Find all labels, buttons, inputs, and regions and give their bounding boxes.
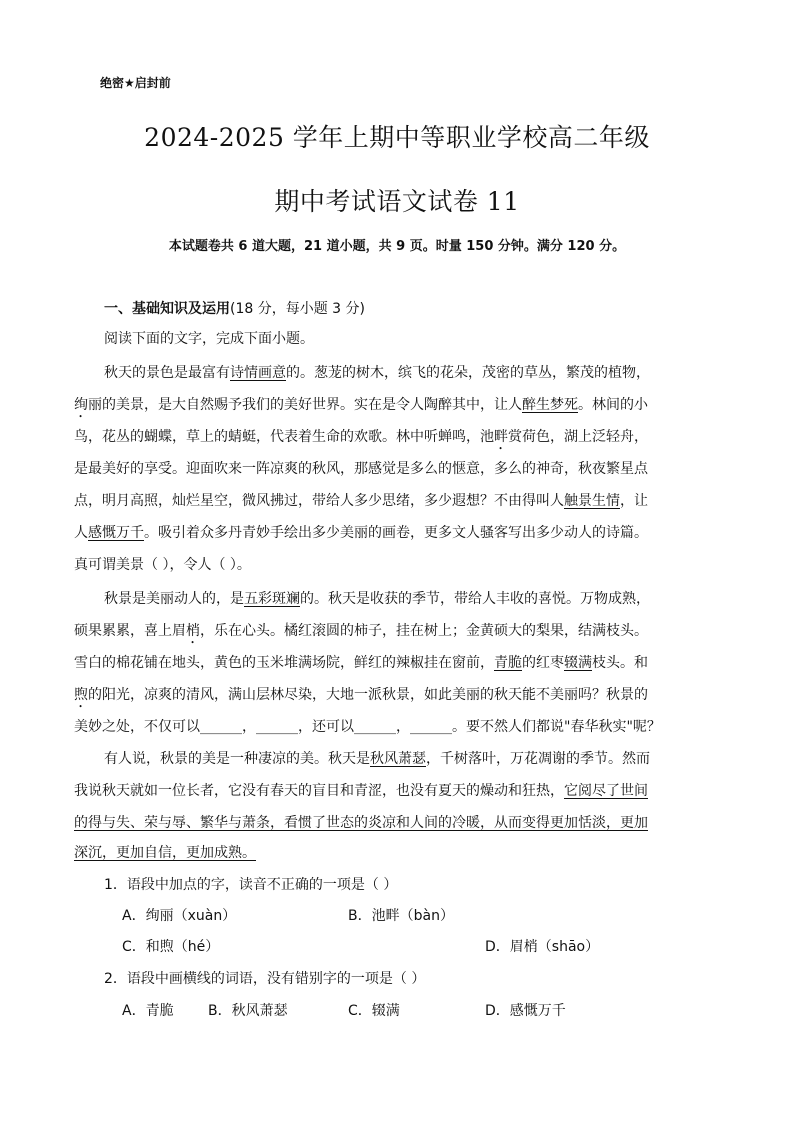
passage-p1-line-4: 是最美好的享受。迎面吹来一阵凉爽的秋风，那感觉是多么的惬意，多么的神奇，秋夜繁星点: [74, 461, 648, 477]
passage-p1-line-6: 人感慨万千。吸引着众多丹青妙手绘出多少美丽的画卷，更多文人骚客写出多少动人的诗篇。: [74, 525, 648, 541]
confidential-label: 绝密★启封前: [100, 76, 171, 90]
passage-p3-line-4: 深沉，更加自信，更加成熟。: [74, 845, 256, 861]
passage-p2-line-1: 秋景是美丽动人的，是五彩斑斓的。秋天是收获的季节，带给人丰收的喜悦。万物成熟，: [104, 591, 650, 607]
passage-p2-line-5: 美妙之处，不仅可以______，______，还可以______，______。要不然人们都说"春华秋实"呢？: [74, 719, 661, 735]
section-1-score: (18 分，每小题 3 分): [230, 301, 365, 317]
question-2-stem: 2．语段中画横线的词语，没有错别字的一项是（ ）: [104, 971, 426, 987]
passage-p2-line-2: 硕果累累，喜上眉梢，乐在心头。橘红滚圆的柿子，挂在树上；金黄硕大的梨果，结满枝头。: [74, 623, 648, 639]
exam-title-line-1: 2024-2025 学年上期中等职业学校高二年级: [144, 123, 650, 152]
question-1-option-a[interactable]: A．绚丽（xuàn）: [122, 908, 237, 924]
passage-p1-line-7: 真可谓美景（ ），令人（ ）。: [74, 557, 251, 573]
section-1-instruction: 阅读下面的文字，完成下面小题。: [104, 331, 314, 347]
exam-info: 本试题卷共 6 道大题，21 道小题，共 9 页。时量 150 分钟。满分 120 分。: [168, 239, 626, 254]
question-1-option-b[interactable]: B．池畔（bàn）: [348, 908, 454, 924]
passage-p1-line-3: 鸟，花丛的蝴蝶，草上的蜻蜓，代表着生命的欢歌。林中听蝉鸣，池畔赏荷色，湖上泛轻舟，: [74, 429, 648, 445]
question-2-option-c[interactable]: C．辍满: [348, 1003, 400, 1019]
exam-title-line-2: 期中考试语文试卷 11: [274, 187, 520, 216]
passage-p2-line-3: 雪白的棉花铺在地头，黄色的玉米堆满场院，鲜红的辣椒挂在窗前，青脆的红枣辍满枝头。和: [74, 655, 648, 671]
question-2-option-b[interactable]: B．秋风萧瑟: [208, 1003, 288, 1019]
section-1-heading: [104, 298, 365, 318]
question-2-option-a[interactable]: A．青脆: [122, 1003, 174, 1019]
question-2-option-d[interactable]: D．感慨万千: [485, 1003, 566, 1019]
question-1-stem: 1．语段中加点的字，读音不正确的一项是（ ）: [104, 877, 398, 893]
passage-p3-line-2: 我说秋天就如一位长者，它没有春天的盲目和青涩，也没有夏天的燥动和狂热，它阅尽了世间: [74, 783, 648, 799]
passage-p3-line-1: 有人说，秋景的美是一种凄凉的美。秋天是秋风萧瑟，千树落叶，万花凋谢的季节。然而: [104, 751, 650, 767]
passage-p1-line-1: 秋天的景色是最富有诗情画意的。葱茏的树木，缤飞的花朵，茂密的草丛，繁茂的植物，: [104, 365, 650, 381]
question-1-option-c[interactable]: C．和煦（hé）: [122, 939, 220, 955]
passage-p2-line-4: 煦的阳光，凉爽的清风，满山层林尽染，大地一派秋景，如此美丽的秋天能不美丽吗？秋景的: [74, 687, 648, 703]
passage-p1-line-5: 点，明月高照，灿烂星空，微风拂过，带给人多少思绪，多少遐想？不由得叫人触景生情，让: [74, 493, 648, 509]
section-1-title: 一、基础知识及运用: [104, 301, 230, 317]
question-1-option-d[interactable]: D．眉梢（shāo）: [485, 939, 600, 955]
passage-p1-line-2: 绚丽的美景，是大自然赐予我们的美好世界。实在是令人陶醉其中，让人醉生梦死。林间的小: [74, 397, 648, 413]
passage-p3-line-3: 的得与失、荣与辱、繁华与萧条，看惯了世态的炎凉和人间的冷暖，从而变得更加恬淡，更加: [74, 815, 648, 831]
